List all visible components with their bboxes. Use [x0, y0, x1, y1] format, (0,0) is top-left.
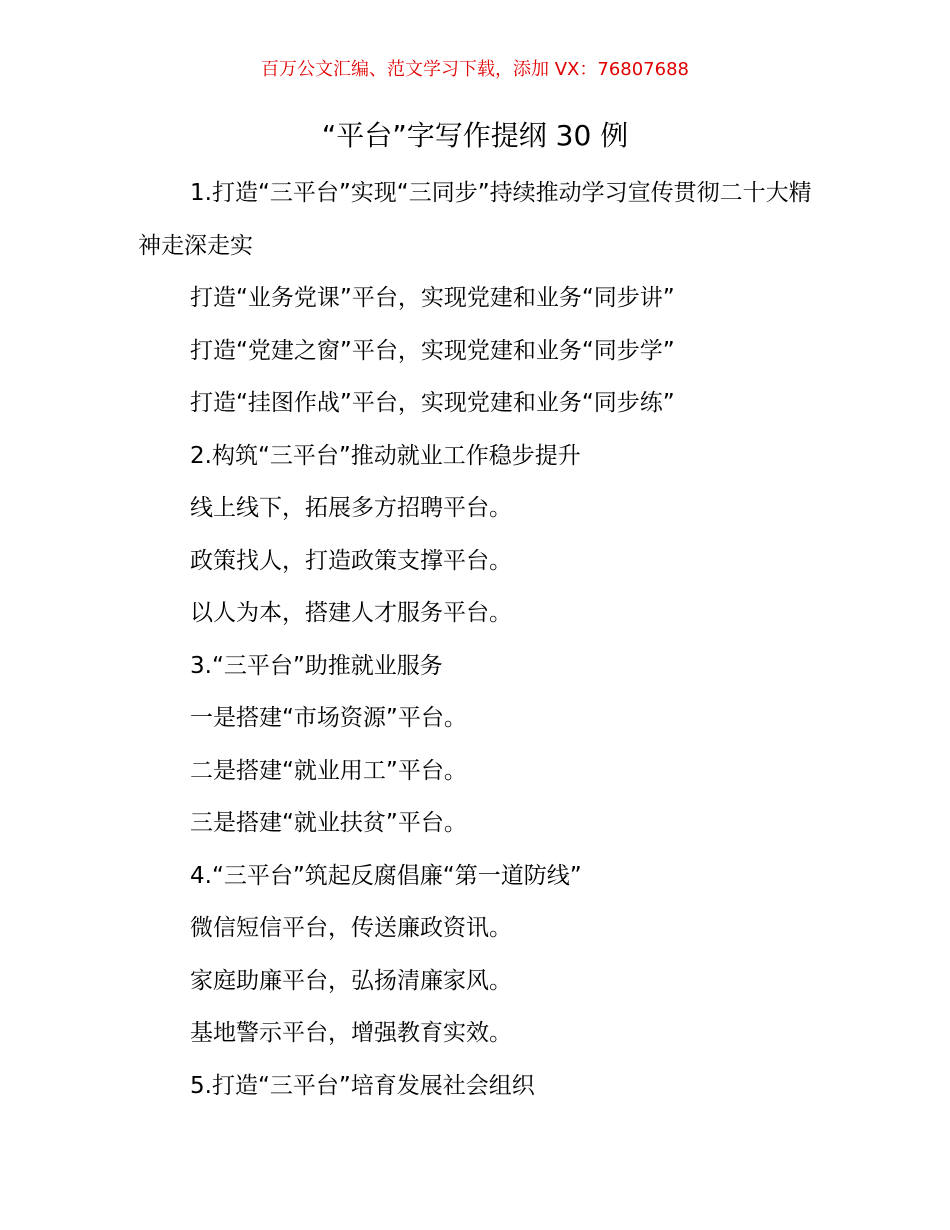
body-paragraph: 以人为本，搭建人才服务平台。 [190, 600, 512, 626]
body-paragraph: 三是搭建“就业扶贫”平台。 [190, 810, 467, 836]
document-title: “平台”字写作提纲 30 例 [321, 119, 629, 152]
body-paragraph: 政策找人，打造政策支撑平台。 [190, 547, 512, 574]
body-paragraph: 微信短信平台，传送廉政资讯。 [190, 915, 512, 941]
document-body [138, 167, 818, 1112]
body-paragraph: 打造“业务党课”平台，实现党建和业务“同步讲” [190, 285, 675, 311]
header-contact-note: 百万公文汇编、范文学习下载，添加 VX：76807688 [261, 59, 689, 80]
body-paragraph: 二是搭建“就业用工”平台。 [190, 757, 467, 784]
body-paragraph: 一是搭建“市场资源”平台。 [190, 705, 467, 731]
heading-item-1: 1.打造“三平台”实现“三同步”持续推动学习宣传贯彻二十大精神走深走实 [138, 180, 812, 259]
heading-item-5: 5.打造“三平台”培育发展社会组织 [190, 1072, 535, 1099]
body-paragraph: 打造“挂图作战”平台，实现党建和业务“同步练” [190, 390, 675, 416]
heading-item-4: 4.“三平台”筑起反腐倡廉“第一道防线” [190, 862, 582, 889]
heading-item-2: 2.构筑“三平台”推动就业工作稳步提升 [190, 442, 581, 469]
heading-item-3: 3.“三平台”助推就业服务 [190, 652, 443, 679]
body-paragraph: 线上线下，拓展多方招聘平台。 [190, 495, 512, 521]
body-paragraph: 家庭助廉平台，弘扬清廉家风。 [190, 967, 512, 994]
body-paragraph: 打造“党建之窗”平台，实现党建和业务“同步学” [190, 337, 675, 364]
body-paragraph: 基地警示平台，增强教育实效。 [190, 1020, 512, 1046]
